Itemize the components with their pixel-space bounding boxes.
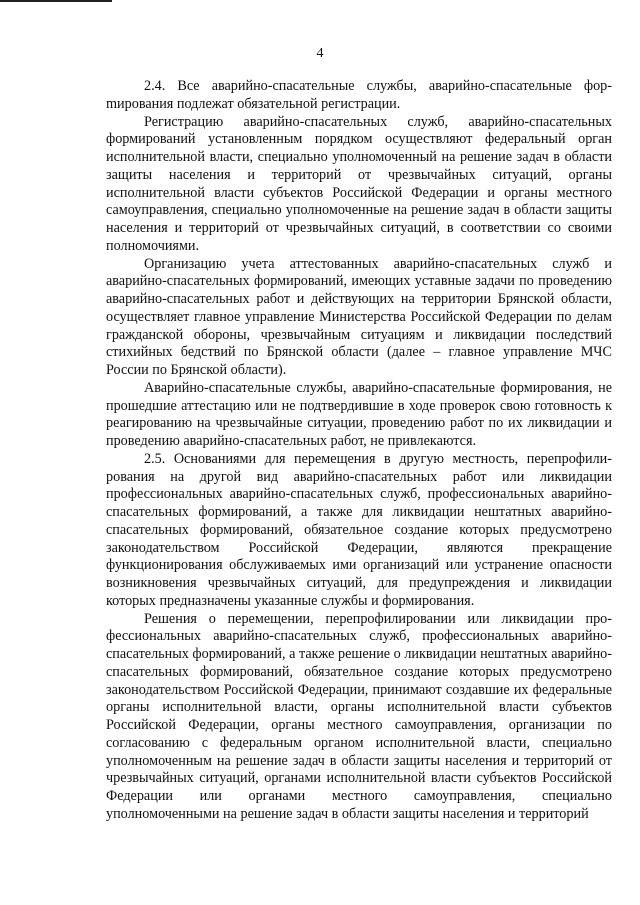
- page-number: 4: [316, 46, 324, 61]
- paragraph-2-5: 2.5. Основаниями для перемещения в другую местность, перепрофилирования на другой вид аварийно-спасательных работ или ликвидации профессиональных аварийно-спасательных служб, профессиональных аварийно-спасательных формирований, а также для ликвидации нештатных аварийно-спасательных формирований, обязательное создание которых предусмотрено законодательством Российской Федерации, являются прекращение функционирования обслуживаемых ими организаций или устранение опасности возникновения чрезвычайных ситуаций, для предупреждения и ликвидации которых предназначены указанные службы и формирования.: [106, 450, 612, 609]
- document-body: [106, 78, 612, 824]
- paragraph-2-4: 2.4. Все аварийно-спасательные службы, аварийно-спасательные форmирования подлежат обязательной регистрации.: [106, 78, 612, 112]
- paragraph-decisions: Решения о перемещении, перепрофилировании или ликвидации профессиональных аварийно-спасательных служб, профессиональных аварийно-спасательных формирований, а также решение о ликвидации нештатных аварийно-спасательных формирований, обязательное создание которых предусмотрено законодательством Российской Федерации, принимают создавшие их федеральные органы исполнительной власти, органы исполнительной власти субъектов Российской Федерации, органы местного самоуправления, организации по согласованию с федеральным органом исполнительной власти, специально уполномоченным на решение задач в области защиты населения и территорий от чрезвычайных ситуаций, органами исполнительной власти субъектов Российской Федерации или органами местного самоуправления, специально уполномоченными на решение задач в области защиты населения и территорий: [106, 610, 612, 822]
- paragraph-not-attested: Аварийно-спасательные службы, аварийно-спасательные формирования, не прошедшие аттестацию или не подтвердившие в ходе проверок свою готовность к реагированию на чрезвычайные ситуации, проведению работ по их ликвидации и проведению аварийно-спасательных работ, не привлекаются.: [106, 379, 612, 449]
- paragraph-registration: Регистрацию аварийно-спасательных служб, аварийно-спасательных формирований установленным порядком осуществляют федеральный орган исполнительной власти, специально уполномоченный на решение задач в области защиты населения и территорий от чрезвычайных ситуаций, органы исполнительной власти субъектов Российской Федерации и органы местного самоуправления, специально уполномоченные на решение задач в области защиты населения и территорий от чрезвычайных ситуаций, в соответствии со своими полномочиями.: [106, 113, 612, 254]
- top-rule: [0, 0, 112, 2]
- paragraph-accounting: Организацию учета аттестованных аварийно-спасательных служб и аварийно-спасательных формирований, имеющих уставные задачи по проведению аварийно-спасательных работ и действующих на территории Брянской области, осуществляет главное управление Министерства Российской Федерации по делам гражданской обороны, чрезвычайным ситуациям и ликвидации последствий стихийных бедствий по Брянской области (далее – главное управление МЧС России по Брянской области).: [106, 255, 612, 378]
